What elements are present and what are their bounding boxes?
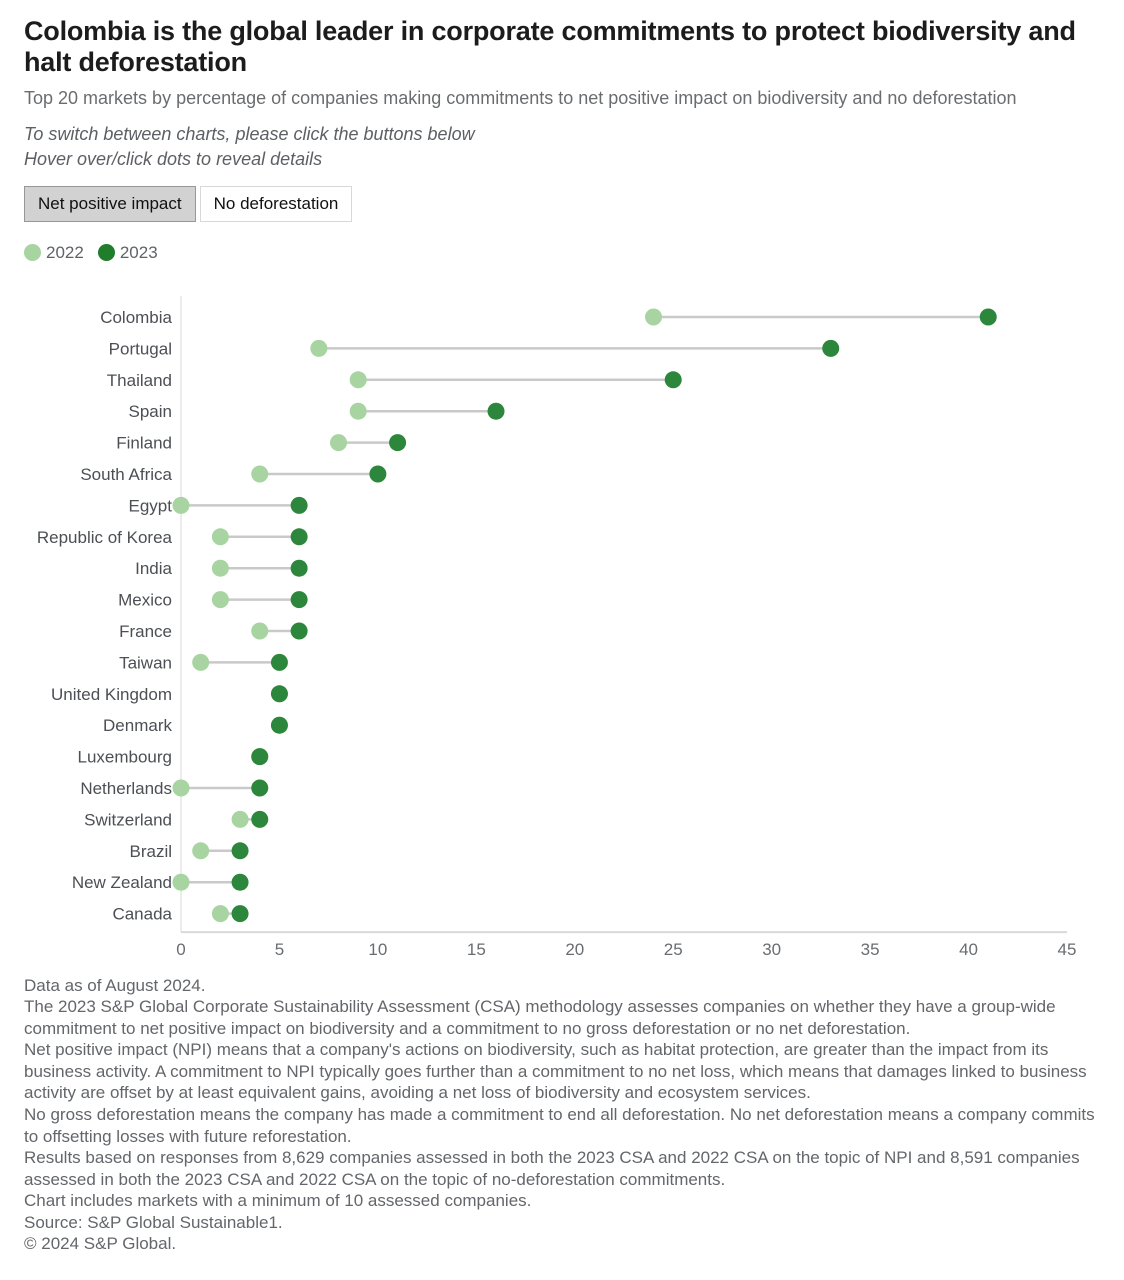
footnote-line: Data as of August 2024. [24, 975, 206, 995]
dot-2022[interactable] [232, 810, 249, 827]
category-label: Netherlands [80, 778, 172, 798]
legend-dot-2023-icon [98, 244, 115, 261]
x-tick-label: 40 [959, 939, 979, 958]
category-label: Egypt [128, 495, 172, 515]
dot-2022[interactable] [310, 339, 327, 356]
instruction-hover-dots: Hover over/click dots to reveal details [24, 148, 323, 169]
dot-2022[interactable] [212, 528, 229, 545]
dot-2022[interactable] [645, 308, 662, 325]
net-positive-impact-button[interactable]: Net positive impact [24, 186, 196, 222]
dot-2023[interactable] [251, 810, 268, 827]
legend-dot-2022-icon [24, 244, 41, 261]
dot-2023[interactable] [369, 465, 386, 482]
legend-item-2023 [98, 243, 158, 263]
dumbbell-chart [0, 296, 1124, 963]
dot-2023[interactable] [271, 716, 288, 733]
category-label: South Africa [80, 464, 172, 484]
category-label: Colombia [100, 307, 172, 327]
dot-2023[interactable] [232, 842, 249, 859]
dot-2023[interactable] [271, 653, 288, 670]
dot-2022[interactable] [192, 842, 209, 859]
x-tick-label: 0 [176, 939, 186, 958]
instructions-block [24, 124, 1100, 170]
category-label: Luxembourg [77, 747, 172, 767]
dot-2023[interactable] [291, 528, 308, 545]
chart-subtitle: Top 20 markets by percentage of companies making commitments to net positive impact on biodiversity and no deforestation [24, 87, 1017, 108]
dot-2023[interactable] [389, 434, 406, 451]
category-label: India [135, 558, 172, 578]
category-label: Thailand [106, 370, 172, 390]
chart-toggle-group [24, 186, 1100, 222]
x-tick-label: 5 [274, 939, 285, 958]
footnote-line: Results based on responses from 8,629 companies assessed in both the 2023 CSA and 2022 CSA on the topic of NPI and 8,591 companies assessed in both the 2023 CSA and 2022 CSA on the topic of no-deforestation commitments. [24, 1148, 1080, 1189]
dot-2023[interactable] [271, 685, 288, 702]
x-tick-label: 15 [466, 939, 486, 958]
dot-2022[interactable] [251, 622, 268, 639]
dot-2023[interactable] [251, 779, 268, 796]
dot-2023[interactable] [251, 748, 268, 765]
legend-label-2023: 2023 [119, 242, 158, 262]
footnote-line: The 2023 S&P Global Corporate Sustainability Assessment (CSA) methodology assesses companies on whether they have a group-wide commitment to net positive impact on biodiversity and a commitment to no gross deforestation or no net deforestation. [24, 997, 1056, 1038]
dot-2022[interactable] [212, 559, 229, 576]
category-label: Taiwan [119, 652, 172, 672]
dot-2022[interactable] [173, 496, 190, 513]
category-label: Brazil [129, 841, 172, 861]
dot-2022[interactable] [212, 905, 229, 922]
category-label: Switzerland [84, 809, 172, 829]
dot-2023[interactable] [291, 496, 308, 513]
footnote-copyright: © 2024 S&P Global. [24, 1234, 177, 1254]
footnotes [24, 975, 1100, 1256]
category-label: Finland [116, 433, 172, 453]
category-label: Canada [112, 904, 172, 924]
x-tick-label: 45 [1057, 939, 1077, 958]
dot-2023[interactable] [232, 873, 249, 890]
dot-2023[interactable] [822, 339, 839, 356]
category-label: Portugal [108, 338, 172, 358]
instruction-switch-charts: To switch between charts, please click the buttons below [24, 123, 475, 144]
legend-item-2022 [24, 243, 84, 263]
legend-label-2022: 2022 [46, 242, 84, 262]
dot-2022[interactable] [212, 591, 229, 608]
category-label: New Zealand [71, 872, 172, 892]
dot-2022[interactable] [350, 371, 367, 388]
dot-2022[interactable] [173, 873, 190, 890]
dot-2023[interactable] [291, 622, 308, 639]
dot-2022[interactable] [192, 653, 209, 670]
dot-2023[interactable] [232, 905, 249, 922]
chart-canvas [0, 296, 1124, 958]
no-deforestation-button[interactable]: No deforestation [200, 186, 353, 222]
dot-2022[interactable] [330, 434, 347, 451]
category-label: Mexico [118, 590, 172, 610]
page-title: Colombia is the global leader in corporate commitments to protect biodiversity and halt deforestation [24, 16, 1076, 77]
dot-2022[interactable] [251, 465, 268, 482]
footnote-line: Net positive impact (NPI) means that a company's actions on biodiversity, such as habitat protection, are greater than the impact from its business activity. A commitment to NPI typically goes further than a commitment to no net loss, which means that damages linked to business activity are offset by at least equivalent gains, avoiding a net loss of biodiversity and ecosystem services. [24, 1040, 1087, 1103]
x-tick-label: 10 [368, 939, 388, 958]
footnote-line: No gross deforestation means the company has made a commitment to end all deforestation. No net deforestation means a company commits to offsetting losses with future reforestation. [24, 1105, 1095, 1146]
dot-2023[interactable] [291, 591, 308, 608]
legend [24, 243, 1100, 263]
dot-2022[interactable] [350, 402, 367, 419]
category-label: Denmark [103, 715, 172, 735]
dot-2023[interactable] [291, 559, 308, 576]
category-label: Spain [128, 401, 172, 421]
dot-2023[interactable] [980, 308, 997, 325]
category-label: United Kingdom [51, 684, 172, 704]
dot-2023[interactable] [665, 371, 682, 388]
x-tick-label: 30 [762, 939, 782, 958]
footnote-source: Source: S&P Global Sustainable1. [24, 1212, 283, 1232]
dot-2023[interactable] [488, 402, 505, 419]
x-tick-label: 20 [565, 939, 585, 958]
x-tick-label: 35 [860, 939, 880, 958]
footnote-line: Chart includes markets with a minimum of 10 assessed companies. [24, 1191, 532, 1211]
dot-2022[interactable] [173, 779, 190, 796]
x-tick-label: 25 [663, 939, 683, 958]
category-label: Republic of Korea [36, 527, 172, 547]
category-label: France [119, 621, 172, 641]
